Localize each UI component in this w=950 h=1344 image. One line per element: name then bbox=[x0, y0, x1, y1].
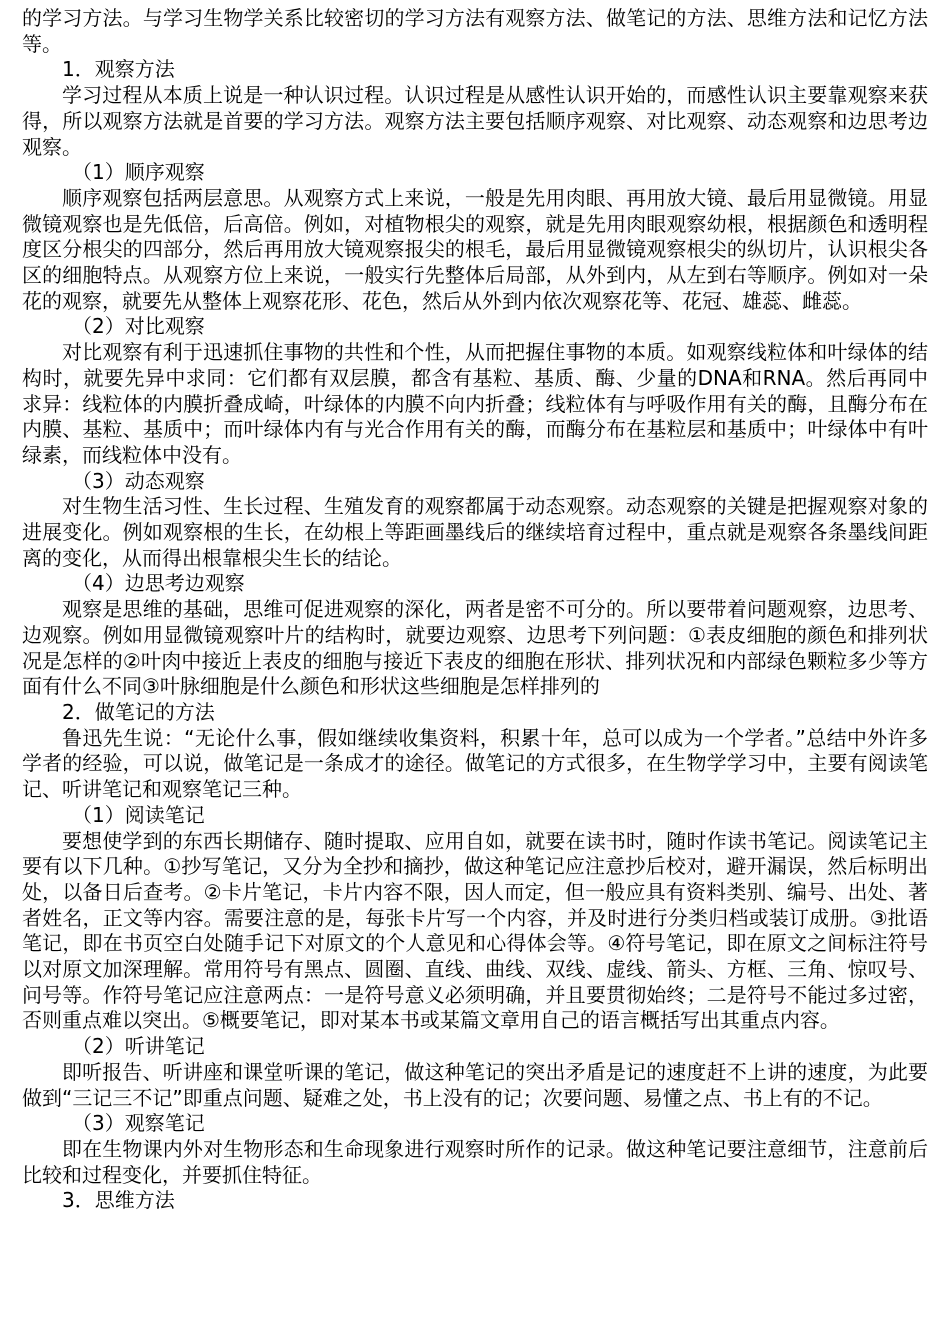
paragraph-comparative-observation: 对比观察有利于迅速抓住事物的共性和个性，从而把握住事物的本质。如观察线粒体和叶绿体的结构时，就要先异中求同：它们都有双层膜，都含有基粒、基质、酶、少量的DNA和RNA。然后再同中求异：线粒体的内膜折叠成崎，叶绿体的内膜不向内折叠；线粒体有与呼吸作用有关的酶，且酶分布在内膜、基粒、基质中；而叶绿体内有与光合作用有关的酶，而酶分布在基粒层和基质中；叶绿体中有叶绿素，而线粒体中没有。 bbox=[22, 340, 928, 467]
subheading-comparative-observation: （2）对比观察 bbox=[72, 314, 205, 339]
paragraph-observation-notes: 即在生物课内外对生物形态和生命现象进行观察时所作的记录。做这种笔记要注意细节，注意前后比较和过程变化，并要抓住特征。 bbox=[22, 1136, 928, 1187]
paragraph-continuation: 的学习方法。与学习生物学关系比较密切的学习方法有观察方法、做笔记的方法、思维方法和记忆方法等。 bbox=[22, 6, 928, 56]
paragraph-observation-intro: 学习过程从本质上说是一种认识过程。认识过程是从感性认识开始的，而感性认识主要靠观察来获得，所以观察方法就是首要的学习方法。观察方法主要包括顺序观察、对比观察、动态观察和边思考边观察。 bbox=[22, 83, 928, 159]
paragraph-thinking-while-observing: 观察是思维的基础，思维可促进观察的深化，两者是密不可分的。所以要带着问题观察，边思考、边观察。例如用显微镜观察叶片的结构时，就要边观察、边思考下列问题：①表皮细胞的颜色和排列状况是怎样的②叶肉中接近上表皮的细胞与接近下表皮的细胞在形状、排列状况和内部绿色颗粒多少等方面有什么不同③叶脉细胞是什么颜色和形状这些细胞是怎样排列的 bbox=[22, 597, 928, 699]
paragraph-lecture-notes: 即听报告、听讲座和课堂听课的笔记，做这种笔记的突出矛盾是记的速度赶不上讲的速度，为此要做到“三记三不记”即重点问题、疑难之处，书上没有的记；次要问题、易懂之点、书上有的不记。 bbox=[22, 1059, 928, 1110]
paragraph-reading-notes: 要想使学到的东西长期储存、随时提取、应用自如，就要在读书时，随时作读书笔记。阅读笔记主要有以下几种。①抄写笔记，又分为全抄和摘抄，做这种笔记应注意抄后校对，避开漏误，然后标明出处，以备日后查考。②卡片笔记，卡片内容不限，因人而定，但一般应具有资料类别、编号、出处、著者姓名，正文等内容。需要注意的是，每张卡片写一个内容，并及时进行分类归档或装订成册。③批语笔记，即在书页空白处随手记下对原文的个人意见和心得体会等。④符号笔记，即在原文之间标注符号以对原文加深理解。常用符号有黑点、圆圈、直线、曲线、双线、虚线、箭头、方框、三角、惊叹号、问号等。作符号笔记应注意两点：一是符号意义必须明确，并且要贯彻始终；二是符号不能过多过密，否则重点难以突出。⑤概要笔记，即对某本书或某篇文章用自己的语言概括写出其重点内容。 bbox=[22, 828, 928, 1033]
paragraph-sequential-observation: 顺序观察包括两层意思。从观察方式上来说，一般是先用肉眼、再用放大镜、最后用显微镜。用显微镜观察也是先低倍，后高倍。例如，对植物根尖的观察，就是先用肉眼观察幼根，根据颜色和透明程度区分根尖的四部分，然后再用放大镜观察报尖的根毛，最后用显微镜观察根尖的纵切片，认识根尖各区的细胞特点。从观察方位上来说，一般实行先整体后局部，从外到内，从左到右等顺序。例如对一朵花的观察，就要先从整体上观察花形、花色，然后从外到内依次观察花等、花冠、雄蕊、雌蕊。 bbox=[22, 185, 928, 313]
subheading-lecture-notes: （2）听讲笔记 bbox=[72, 1034, 205, 1059]
paragraph-dynamic-observation: 对生物生活习性、生长过程、生殖发育的观察都属于动态观察。动态观察的关键是把握观察对象的进展变化。例如观察根的生长，在幼根上等距画墨线后的继续培育过程中，重点就是观察各条墨线间距离的变化，从而得出根靠根尖生长的结论。 bbox=[22, 494, 928, 570]
subheading-sequential-observation: （1）顺序观察 bbox=[72, 160, 205, 185]
paragraph-note-taking-intro: 鲁迅先生说：“无论什么事，假如继续收集资料，积累十年，总可以成为一个学者。”总结中外许多学者的经验，可以说，做笔记是一条成才的途径。做笔记的方式很多，在生物学学习中，主要有阅读笔记、听讲笔记和观察笔记三种。 bbox=[22, 725, 928, 802]
section-heading-note-taking: 2．做笔记的方法 bbox=[62, 699, 215, 724]
subheading-reading-notes: （1）阅读笔记 bbox=[72, 802, 205, 827]
section-heading-observation-methods: 1．观察方法 bbox=[62, 57, 175, 82]
section-heading-thinking-methods: 3．思维方法 bbox=[62, 1188, 175, 1213]
subheading-dynamic-observation: （3）动态观察 bbox=[72, 468, 205, 493]
document-page bbox=[22, 6, 928, 1214]
subheading-thinking-while-observing: （4）边思考边观察 bbox=[72, 571, 245, 596]
subheading-observation-notes: （3）观察笔记 bbox=[72, 1111, 205, 1136]
